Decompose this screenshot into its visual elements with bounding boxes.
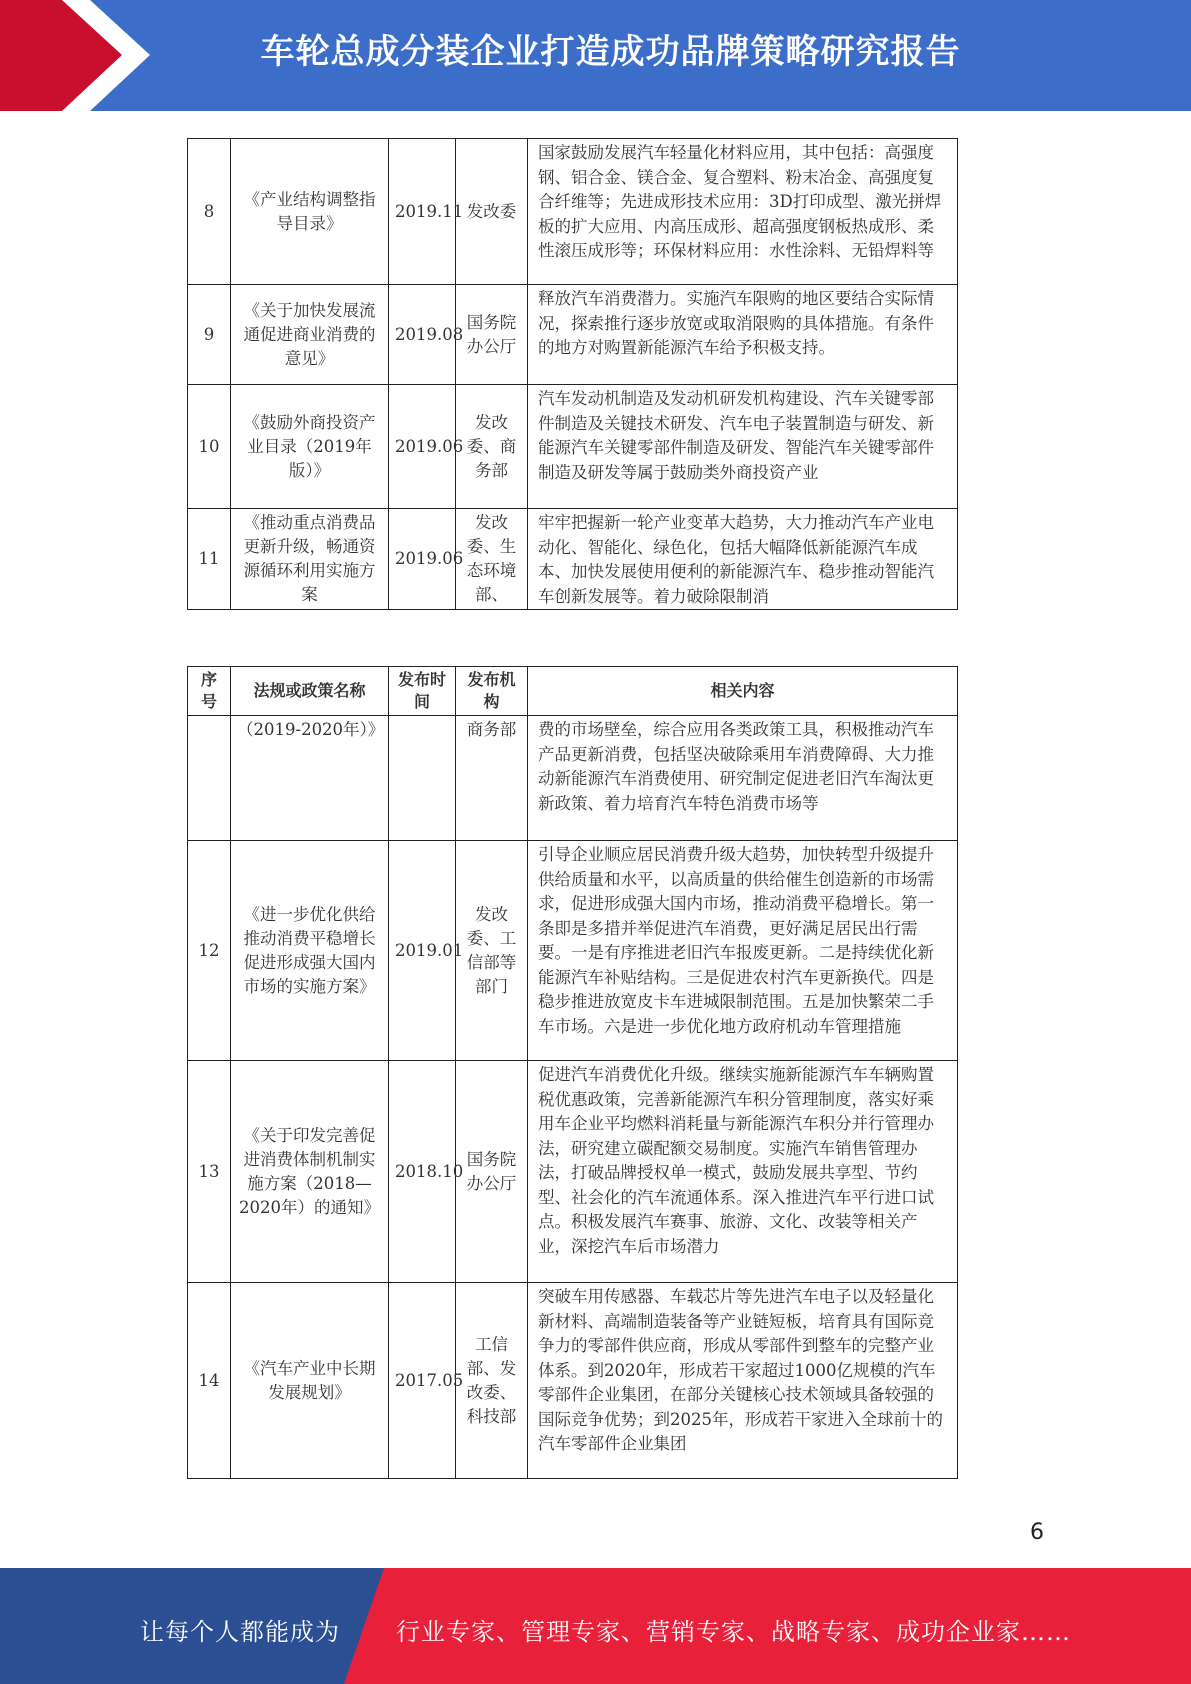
policy-name: 《鼓励外商投资产业目录（2019年版）》	[231, 385, 389, 509]
row-number: 11	[188, 509, 231, 610]
policy-name: 《产业结构调整指导目录》	[231, 139, 389, 285]
row-number: 9	[188, 285, 231, 385]
row-number: 8	[188, 139, 231, 285]
table-row	[188, 139, 958, 285]
row-number: 10	[188, 385, 231, 509]
table-row	[188, 509, 958, 610]
publish-date: 2019.08	[389, 285, 456, 385]
policy-table-continued	[187, 138, 958, 610]
table-row	[188, 1283, 958, 1479]
publishing-org: 国务院办公厅	[456, 1061, 528, 1283]
policy-content: 费的市场壁垒，综合应用各类政策工具，积极推动汽车产品更新消费，包括坚决破除乘用车消费障碍、大力推动新能源汽车消费使用、研究制定促进老旧汽车淘汰更新政策、着力培育汽车特色消费市场等	[528, 716, 958, 841]
policy-content: 引导企业顺应居民消费升级大趋势，加快转型升级提升供给质量和水平，以高质量的供给催生创造新的市场需求，促进形成强大国内市场，推动消费平稳增长。第一条即是多措并举促进汽车消费，更好满足居民出行需要。一是有序推进老旧汽车报废更新。二是持续优化新能源汽车补贴结构。三是促进农村汽车更新换代。四是稳步推进放宽皮卡车进城限制范围。五是加快繁荣二手车市场。六是进一步优化地方政府机动车管理措施	[528, 841, 958, 1061]
header-date: 发布时间	[389, 667, 456, 716]
table-row	[188, 716, 958, 841]
policy-content: 促进汽车消费优化升级。继续实施新能源汽车车辆购置税优惠政策，完善新能源汽车积分管理制度，落实好乘用车企业平均燃料消耗量与新能源汽车积分并行管理办法，研究建立碳配额交易制度。实施汽车销售管理办法，打破品牌授权单一模式，鼓励发展共享型、节约型、社会化的汽车流通体系。深入推进汽车平行进口试点。积极发展汽车赛事、旅游、文化、改装等相关产业，深挖汽车后市场潜力	[528, 1061, 958, 1283]
policy-name: 《关于加快发展流通促进商业消费的意见》	[231, 285, 389, 385]
policy-content: 释放汽车消费潜力。实施汽车限购的地区要结合实际情况，探索推行逐步放宽或取消限购的具体措施。有条件的地方对购置新能源汽车给予积极支持。	[528, 285, 958, 385]
page-number: 6	[1030, 1520, 1044, 1545]
header-name: 法规或政策名称	[231, 667, 389, 716]
footer-slogan-left: 让每个人都能成为	[140, 1618, 340, 1646]
table-row	[188, 1061, 958, 1283]
publish-date	[389, 716, 456, 841]
page-header	[0, 0, 1191, 111]
row-number: 13	[188, 1061, 231, 1283]
policy-content: 牢牢把握新一轮产业变革大趋势，大力推动汽车产业电动化、智能化、绿色化，包括大幅降低新能源汽车成本、加快发展使用便利的新能源汽车、稳步推动智能汽车创新发展等。着力破除限制消	[528, 509, 958, 610]
policy-table	[187, 666, 958, 1479]
publishing-org: 发改委、商务部	[456, 385, 528, 509]
publishing-org: 发改委、生态环境部、	[456, 509, 528, 610]
table-row	[188, 841, 958, 1061]
table-header-row	[188, 667, 958, 716]
policy-name: 《汽车产业中长期发展规划》	[231, 1283, 389, 1479]
publish-date: 2019.06	[389, 385, 456, 509]
publish-date: 2019.11	[389, 139, 456, 285]
table-row	[188, 285, 958, 385]
row-number: 14	[188, 1283, 231, 1479]
header-org: 发布机构	[456, 667, 528, 716]
publishing-org: 工信部、发改委、科技部	[456, 1283, 528, 1479]
policy-content: 国家鼓励发展汽车轻量化材料应用，其中包括：高强度钢、铝合金、镁合金、复合塑料、粉末冶金、高强度复合纤维等；先进成形技术应用：3D打印成型、激光拼焊板的扩大应用、内高压成形、超高强度钢板热成形、柔性滚压成形等；环保材料应用：水性涂料、无铅焊料等	[528, 139, 958, 285]
footer-slogan-right: 行业专家、管理专家、营销专家、战略专家、成功企业家……	[396, 1618, 1071, 1646]
publishing-org: 国务院办公厅	[456, 285, 528, 385]
policy-content: 汽车发动机制造及发动机研发机构建设、汽车关键零部件制造及关键技术研发、汽车电子装置制造与研发、新能源汽车关键零部件制造及研发、智能汽车关键零部件制造及研发等属于鼓励类外商投资产业	[528, 385, 958, 509]
publishing-org: 发改委	[456, 139, 528, 285]
table-row	[188, 385, 958, 509]
policy-name: （2019-2020年）》	[231, 716, 389, 841]
policy-name: 《推动重点消费品更新升级，畅通资源循环利用实施方案	[231, 509, 389, 610]
publish-date: 2019.01	[389, 841, 456, 1061]
row-number: 12	[188, 841, 231, 1061]
policy-name: 《进一步优化供给推动消费平稳增长促进形成强大国内市场的实施方案》	[231, 841, 389, 1061]
publish-date: 2019.06	[389, 509, 456, 610]
publish-date: 2018.10	[389, 1061, 456, 1283]
header-content: 相关内容	[528, 667, 958, 716]
report-title: 车轮总成分装企业打造成功品牌策略研究报告	[260, 32, 961, 72]
header-no: 序号	[188, 667, 231, 716]
publish-date: 2017.05	[389, 1283, 456, 1479]
policy-content: 突破车用传感器、车载芯片等先进汽车电子以及轻量化新材料、高端制造装备等产业链短板，培育具有国际竞争力的零部件供应商，形成从零部件到整车的完整产业体系。到2020年，形成若干家超过1000亿规模的汽车零部件企业集团，在部分关键核心技术领域具备较强的国际竞争优势；到2025年，形成若干家进入全球前十的汽车零部件企业集团	[528, 1283, 958, 1479]
row-number	[188, 716, 231, 841]
publishing-org: 发改委、工信部等部门	[456, 841, 528, 1061]
policy-name: 《关于印发完善促进消费体制机制实施方案（2018—2020年）的通知》	[231, 1061, 389, 1283]
publishing-org: 商务部	[456, 716, 528, 841]
